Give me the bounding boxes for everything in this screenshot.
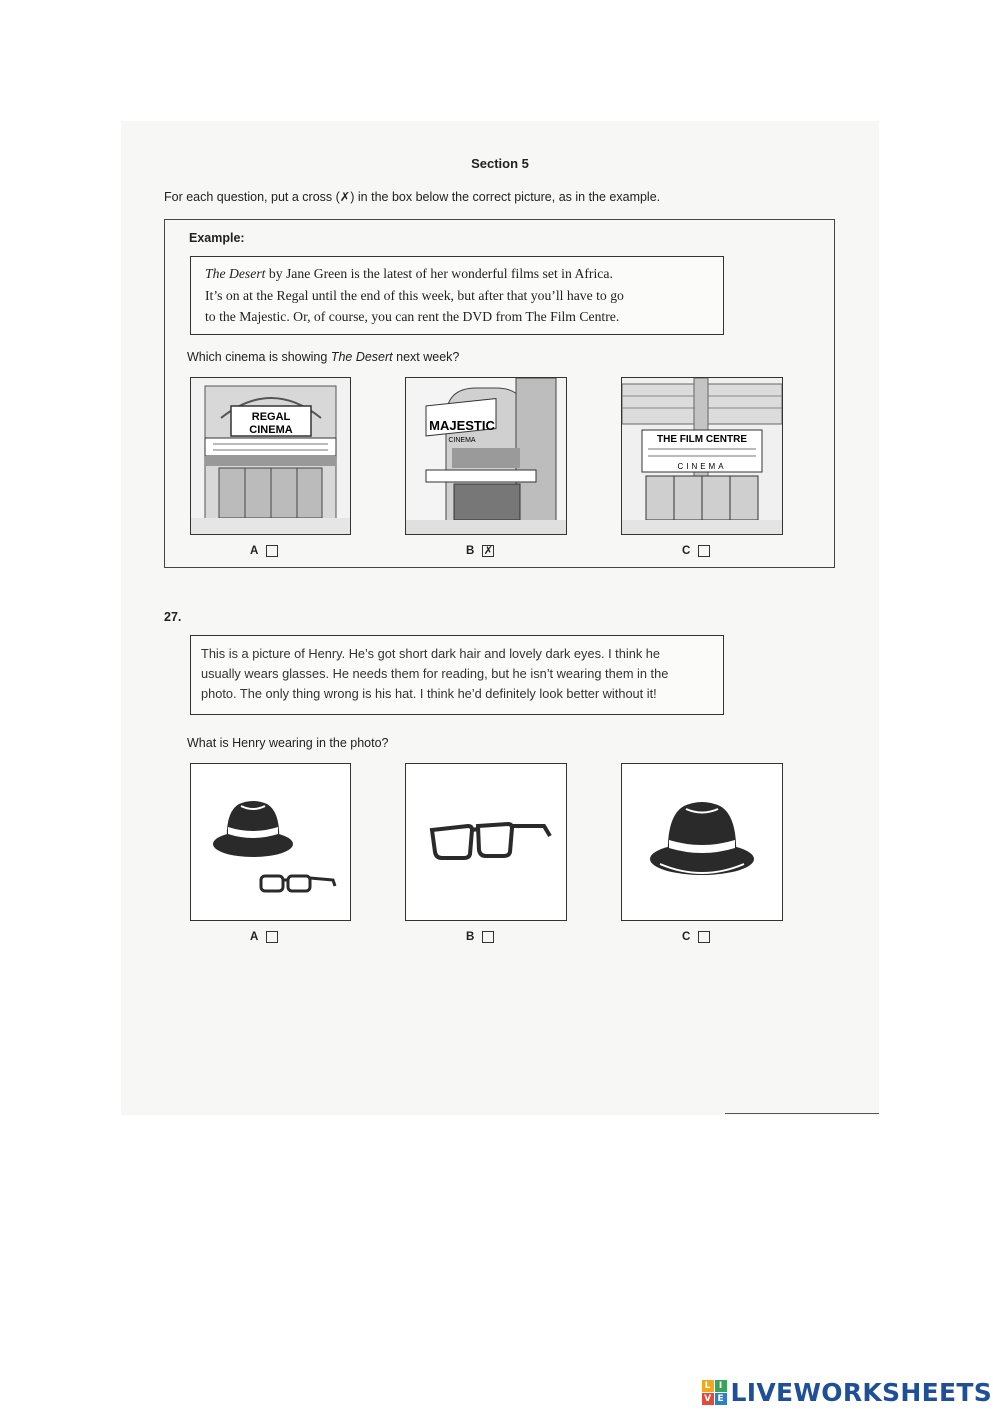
instructions: For each question, put a cross (✗) in the box below the correct picture, as in the example.: [164, 190, 661, 204]
regal-sign-line1: REGAL: [251, 411, 291, 423]
checkbox-a[interactable]: [266, 545, 278, 557]
liveworksheets-logo[interactable]: [702, 1378, 992, 1407]
picture-hat: [621, 763, 783, 921]
film-centre-sign-line1: THE FILM CENTRE: [657, 434, 747, 445]
logo-tiles-icon: [702, 1380, 727, 1405]
option-letter: C: [682, 545, 691, 557]
example-film-title: The Desert: [205, 266, 266, 281]
example-option-a: [250, 545, 278, 557]
majestic-sign-line1: MAJESTIC: [429, 418, 495, 433]
example-question-start: Which cinema is showing: [187, 350, 331, 364]
example-option-b: [466, 545, 494, 557]
q27-question: What is Henry wearing in the photo?: [187, 736, 389, 750]
glasses-icon: [432, 824, 550, 858]
question-number: 27.: [164, 610, 182, 624]
logo-tile: V: [702, 1393, 714, 1405]
majestic-sign-line2: CINEMA: [448, 437, 476, 444]
regal-sign-line2: CINEMA: [249, 424, 293, 436]
picture-majestic-cinema: [405, 377, 567, 535]
example-option-c: [682, 545, 710, 557]
picture-regal-cinema: [190, 377, 351, 535]
scan-edge-line: [725, 1113, 879, 1114]
option-letter: B: [466, 931, 475, 943]
checkbox-b[interactable]: ✗: [483, 544, 493, 557]
q27-option-a: [250, 931, 278, 943]
option-letter: B: [466, 545, 475, 557]
example-text-box: [190, 256, 724, 335]
example-text-line3: to the Majestic. Or, of course, you can rent the DVD from The Film Centre.: [205, 309, 620, 324]
checkbox-c[interactable]: [698, 545, 710, 557]
section-title: Section 5: [471, 156, 529, 171]
q27-option-c: [682, 931, 710, 943]
checkbox-b[interactable]: [482, 931, 494, 943]
q27-option-b: [466, 931, 494, 943]
hat-icon: [650, 802, 754, 875]
q27-text-line2: usually wears glasses. He needs them for reading, but he isn’t wearing them in the: [201, 666, 669, 681]
example-label: Example:: [189, 231, 245, 245]
checkbox-a[interactable]: [266, 931, 278, 943]
option-letter: A: [250, 545, 259, 557]
logo-text: LIVEWORKSHEETS: [730, 1378, 992, 1407]
example-question-end: next week?: [392, 350, 460, 364]
example-text-line1-rest: by Jane Green is the latest of her wonderful films set in Africa.: [265, 266, 613, 281]
picture-hat-and-glasses: [190, 763, 351, 921]
hat-icon: [213, 801, 293, 857]
example-question-title: The Desert: [330, 350, 393, 364]
logo-tile: E: [715, 1393, 727, 1405]
logo-tile: L: [702, 1380, 714, 1392]
q27-text-line1: This is a picture of Henry. He’s got short dark hair and lovely dark eyes. I think he: [201, 646, 661, 661]
option-letter: A: [250, 931, 259, 943]
picture-glasses: [405, 763, 567, 921]
example-text-line2: It’s on at the Regal until the end of this week, but after that you’ll have to go: [205, 287, 624, 303]
film-centre-sign-line2: CINEMA: [677, 462, 727, 471]
q27-text-box: [190, 635, 724, 715]
picture-film-centre: [621, 377, 783, 535]
example-text-line1: [205, 263, 713, 285]
option-letter: C: [682, 931, 691, 943]
q27-text-line3: photo. The only thing wrong is his hat. I think he’d definitely look better without it!: [201, 686, 657, 701]
logo-tile: I: [715, 1380, 727, 1392]
checkbox-c[interactable]: [698, 931, 710, 943]
example-question: [187, 350, 459, 364]
glasses-icon: [261, 876, 335, 891]
